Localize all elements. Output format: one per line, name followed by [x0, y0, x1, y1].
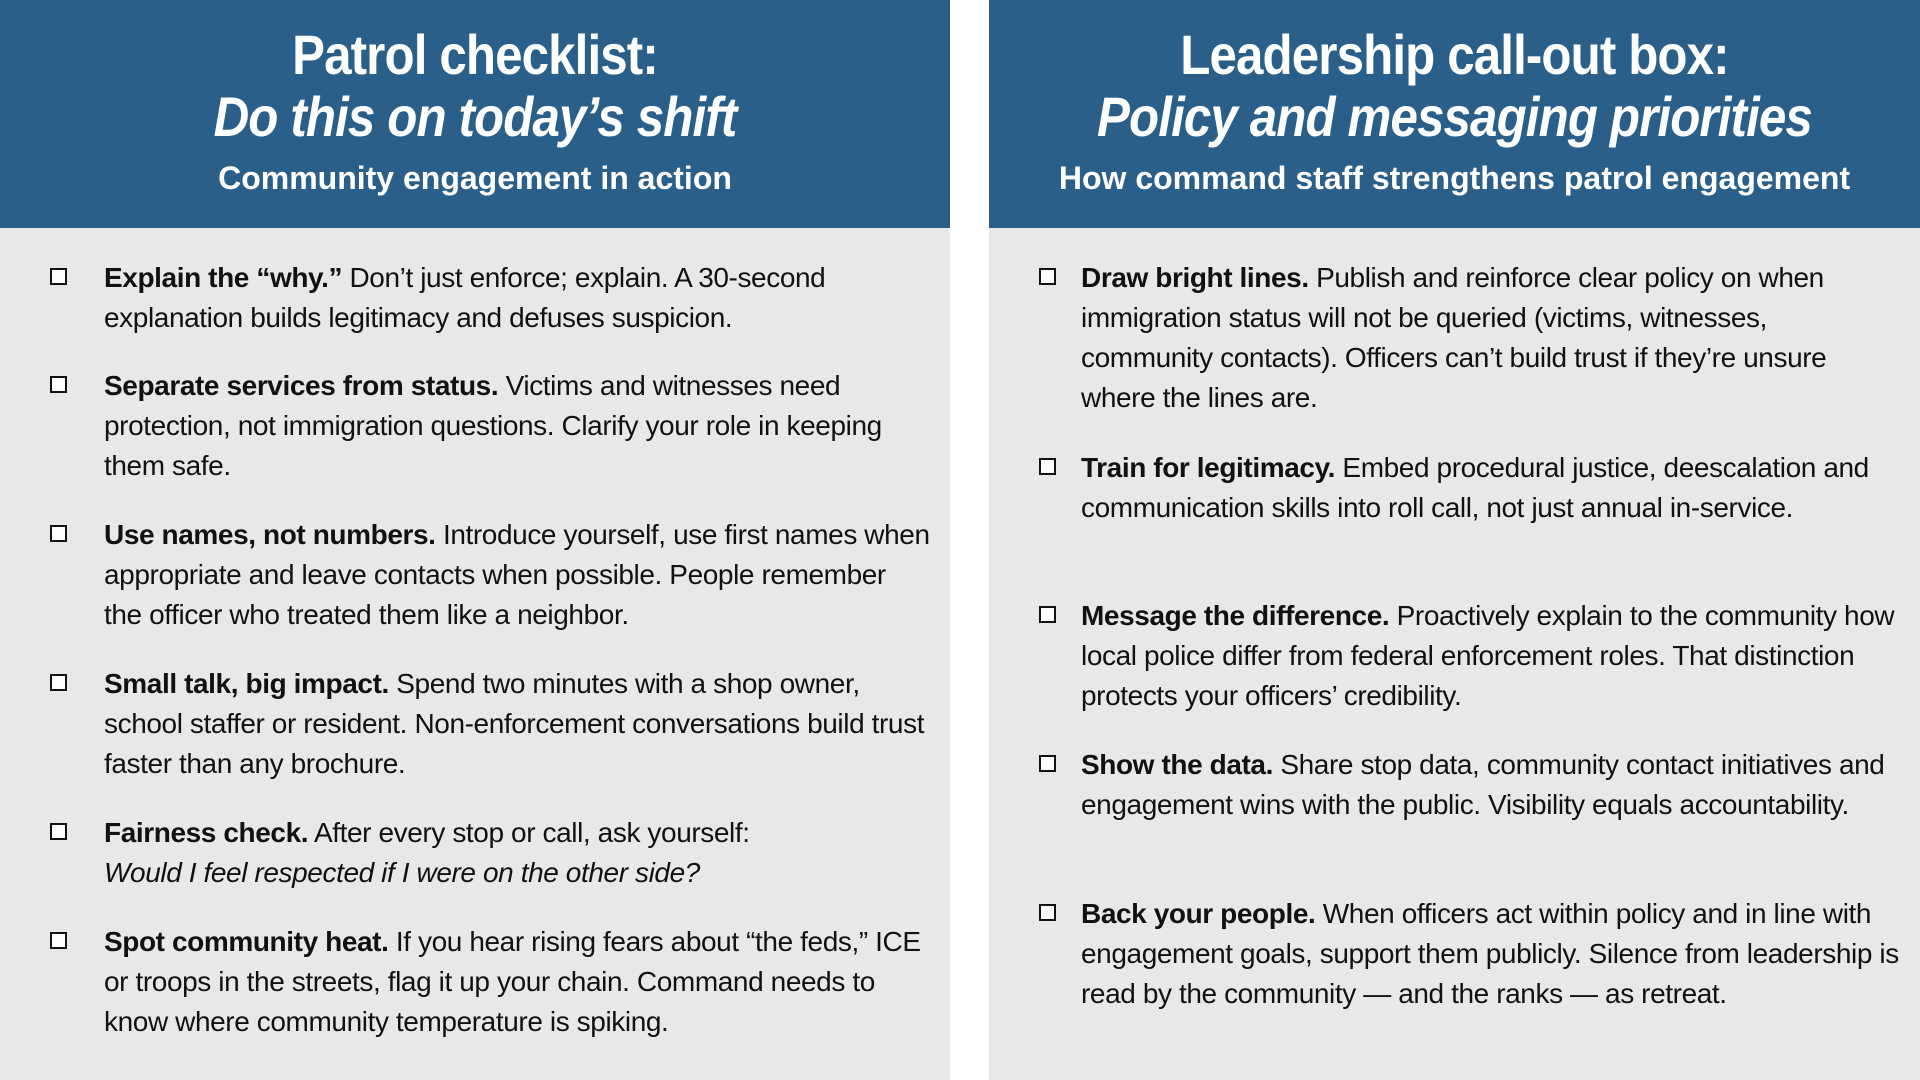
checklist-item-body: Proactively explain to the community how local police differ from federal enforcement roles. That distinction protects your officers’ credibility.: [1081, 600, 1895, 711]
leadership-callout-subtitle: Policy and messaging priorities: [1097, 85, 1812, 148]
checklist-item-body: Embed procedural justice, deescalation and communication skills into roll call, not just annual in-service.: [1081, 452, 1869, 523]
patrol-checklist-tagline: Community engagement in action: [218, 160, 732, 196]
leadership-callout-tagline: How command staff strengthens patrol engagement: [1058, 160, 1851, 196]
patrol-checklist-subtitle: Do this on today’s shift: [213, 85, 737, 148]
patrol-checklist-panel: [0, 0, 950, 1080]
checklist-item-text: [104, 664, 930, 784]
checklist-item-body: Don’t just enforce; explain. A 30-second explanation builds legitimacy and defuses suspicion.: [104, 262, 826, 333]
checklist-item: [0, 813, 930, 893]
checklist-item: [0, 922, 930, 1042]
checklist-item-body: Publish and reinforce clear policy on when immigration status will not be queried (victims, witnesses, community contacts). Officers can’t build trust if they’re unsure where the lines are.: [1081, 262, 1827, 413]
leadership-callout-panel: [989, 0, 1920, 1080]
checklist-item: [989, 258, 1900, 418]
checklist-item-body: When officers act within policy and in line with engagement goals, support them publicly. Silence from leadership is read by the community — and the ranks — as retreat.: [1081, 898, 1899, 1009]
checklist-item: [0, 258, 930, 338]
checklist-item-lead: Separate services from status.: [104, 370, 499, 401]
leadership-callout-title: Leadership call-out box:: [1180, 23, 1729, 86]
checklist-item: [0, 366, 930, 486]
checkbox-icon[interactable]: [1039, 458, 1056, 475]
checklist-item-text: [1081, 894, 1900, 1014]
patrol-checklist-title: Patrol checklist:: [292, 23, 658, 86]
checklist-item-body: Victims and witnesses need protection, not immigration questions. Clarify your role in keeping them safe.: [104, 370, 882, 481]
checkbox-icon[interactable]: [1039, 606, 1056, 623]
checkbox-icon[interactable]: [1039, 268, 1056, 285]
checklist-item: [0, 515, 930, 635]
leadership-callout-header: [989, 0, 1920, 228]
checklist-item-text: [104, 922, 930, 1042]
checkbox-icon[interactable]: [50, 823, 67, 840]
checkbox-icon[interactable]: [50, 932, 67, 949]
checklist-item: [0, 664, 930, 784]
checklist-item-text: [104, 813, 930, 893]
checklist-item-lead: Message the difference.: [1081, 600, 1390, 631]
checklist-item-lead: Explain the “why.”: [104, 262, 343, 293]
checklist-item-body: Share stop data, community contact initiatives and engagement wins with the public. Visibility equals accountability.: [1081, 749, 1885, 820]
checkbox-icon[interactable]: [1039, 904, 1056, 921]
checklist-item-lead: Use names, not numbers.: [104, 519, 436, 550]
checklist-item-lead: Draw bright lines.: [1081, 262, 1309, 293]
checklist-item-lead: Train for legitimacy.: [1081, 452, 1336, 483]
checklist-item-text: [104, 258, 930, 338]
checklist-item-body: After every stop or call, ask yourself:: [308, 817, 750, 848]
checklist-item-lead: Show the data.: [1081, 749, 1273, 780]
checklist-item: [989, 745, 1900, 825]
checklist-item-text: [1081, 448, 1900, 528]
checklist-item-body: Spend two minutes with a shop owner, school staffer or resident. Non-enforcement conversations build trust faster than any brochure.: [104, 668, 925, 779]
checkbox-icon[interactable]: [50, 376, 67, 393]
patrol-checklist-header: [0, 0, 950, 228]
checklist-item-text: [1081, 258, 1900, 418]
checkbox-icon[interactable]: [50, 268, 67, 285]
checklist-item-text: [104, 366, 930, 486]
checklist-item: [989, 596, 1900, 716]
checklist-item-lead: Spot community heat.: [104, 926, 389, 957]
checklist-item-text: [1081, 596, 1900, 716]
checklist-item-lead: Back your people.: [1081, 898, 1316, 929]
checklist-item-text: [104, 515, 930, 635]
checklist-item-lead: Fairness check.: [104, 817, 309, 848]
checklist-item: [989, 448, 1900, 528]
checklist-item-text: [1081, 745, 1900, 825]
checkbox-icon[interactable]: [50, 525, 67, 542]
checklist-item-question: Would I feel respected if I were on the other side?: [104, 857, 700, 888]
checkbox-icon[interactable]: [1039, 755, 1056, 772]
checklist-item-body: Introduce yourself, use first names when appropriate and leave contacts when possible. People remember the officer who treated them like a neighbor.: [104, 519, 930, 630]
checklist-item-body: If you hear rising fears about “the feds,” ICE or troops in the streets, flag it up your chain. Command needs to know where community temperature is spiking.: [104, 926, 921, 1037]
checkbox-icon[interactable]: [50, 674, 67, 691]
checklist-item: [989, 894, 1900, 1014]
checklist-item-lead: Small talk, big impact.: [104, 668, 389, 699]
